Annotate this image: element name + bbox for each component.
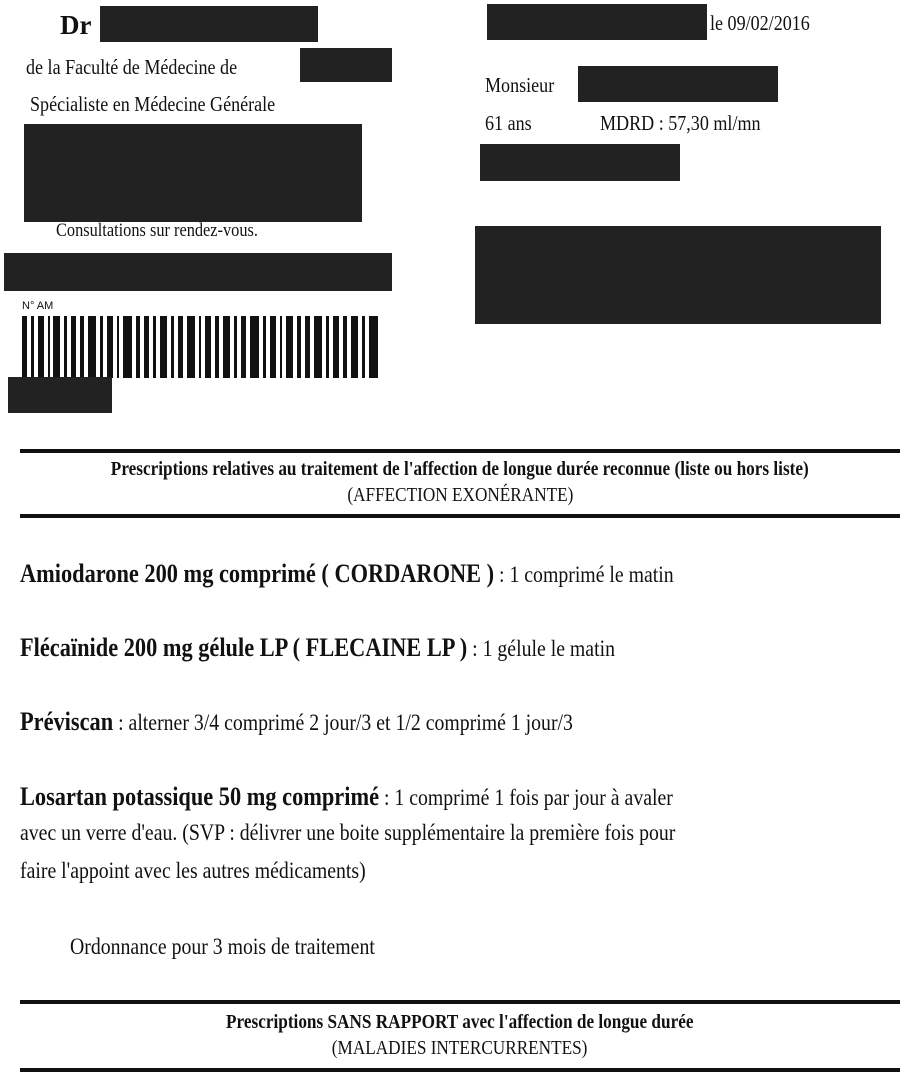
drug-name: Préviscan xyxy=(20,707,114,736)
section-ald-bottom-rule xyxy=(20,514,900,518)
section-other-top-rule xyxy=(20,1000,900,1004)
drug-name: Losartan potassique 50 mg comprimé xyxy=(20,782,379,811)
redacted-doctor-name xyxy=(100,6,318,42)
prescription-continuation: faire l'appoint avec les autres médicaments) xyxy=(20,858,366,883)
drug-instructions: : alterner 3/4 comprimé 2 jour/3 et 1/2 comprimé 1 jour/3 xyxy=(113,710,573,735)
drug-name: Flécaïnide 200 mg gélule LP ( FLECAINE LP ) xyxy=(20,633,468,662)
redacted-address xyxy=(24,124,362,222)
patient-age: 61 ans xyxy=(485,111,532,135)
section-other-header xyxy=(20,1009,900,1061)
doctor-faculty: de la Faculté de Médecine de xyxy=(26,55,238,79)
section-ald-top-rule xyxy=(20,449,900,453)
section-ald-title: Prescriptions relatives au traitement de l'affection de longue durée reconnue (liste ou hors liste) xyxy=(111,458,809,480)
redacted-patient-detail xyxy=(480,144,680,181)
section-ald-subtitle: (AFFECTION EXONÉRANTE) xyxy=(347,484,573,506)
prescription-item xyxy=(20,704,880,741)
drug-name: Amiodarone 200 mg comprimé ( CORDARONE ) xyxy=(20,559,495,588)
drug-instructions: : 1 gélule le matin xyxy=(467,636,615,661)
prescription-item xyxy=(20,556,880,593)
section-other-subtitle: (MALADIES INTERCURRENTES) xyxy=(332,1037,588,1059)
am-barcode xyxy=(22,316,382,378)
prescription-item xyxy=(20,630,880,667)
drug-instructions: : 1 comprimé 1 fois par jour à avaler xyxy=(378,785,673,810)
section-other-title: Prescriptions SANS RAPPORT avec l'affection de longue durée xyxy=(226,1011,694,1033)
patient-salutation: Monsieur xyxy=(485,73,555,97)
redacted-email xyxy=(4,253,392,291)
redacted-city xyxy=(487,4,707,40)
redacted-am-number xyxy=(8,377,112,413)
redacted-patient-address xyxy=(475,226,881,324)
patient-mdrd: MDRD : 57,30 ml/mn xyxy=(600,111,761,135)
prescription-item xyxy=(20,779,880,816)
redacted-patient-name xyxy=(578,66,778,102)
am-number-label: N° AM xyxy=(22,300,54,312)
doctor-name: Dr xyxy=(60,10,92,40)
doctor-specialty: Spécialiste en Médecine Générale xyxy=(30,92,276,116)
consultations-note: Consultations sur rendez-vous. xyxy=(56,220,258,241)
treatment-duration-note: Ordonnance pour 3 mois de traitement xyxy=(70,934,375,959)
section-other-bottom-rule xyxy=(20,1068,900,1072)
prescription-continuation: avec un verre d'eau. (SVP : délivrer une boite supplémentaire la première fois pour xyxy=(20,820,676,845)
section-ald-header xyxy=(20,456,900,508)
prescription-date: le 09/02/2016 xyxy=(710,11,810,35)
redacted-faculty-city xyxy=(300,48,392,82)
drug-instructions: : 1 comprimé le matin xyxy=(494,562,674,587)
